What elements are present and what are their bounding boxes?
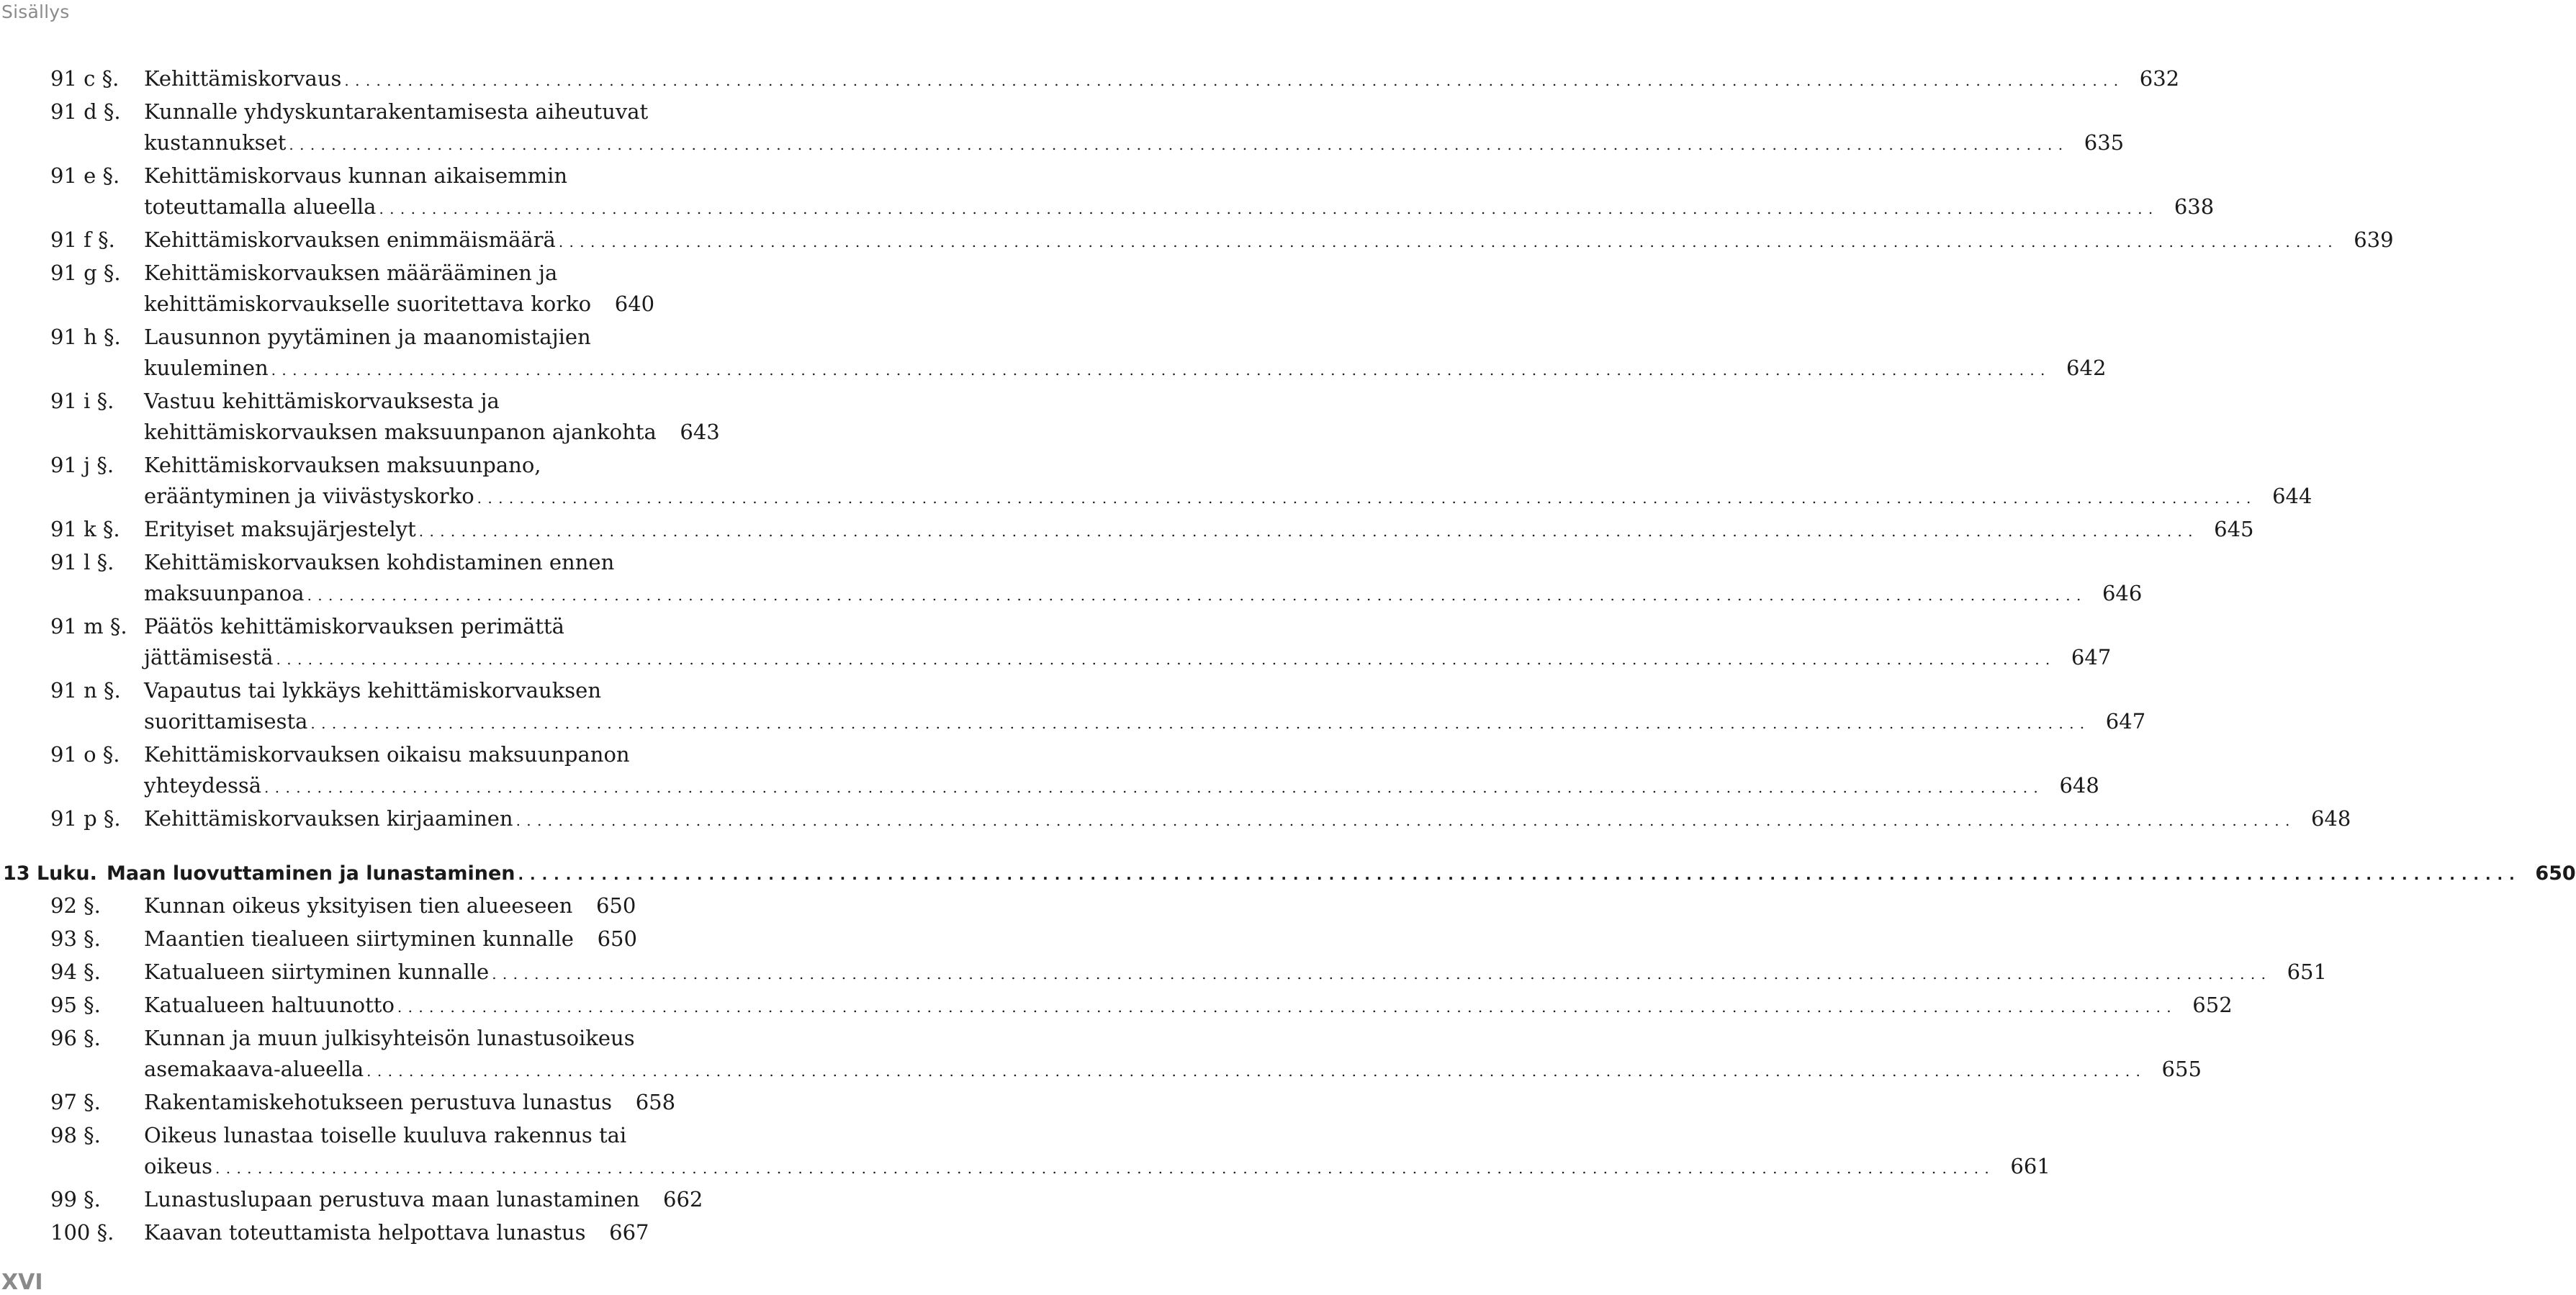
toc-section-number: 91 l §. xyxy=(50,550,114,574)
toc-title-text: Kaavan toteuttamista helpottava lunastus xyxy=(144,1220,586,1245)
toc-title-last-line xyxy=(107,858,2576,890)
toc-title-block xyxy=(144,514,2254,547)
toc-title-block xyxy=(144,611,2112,675)
toc-title-line: Kehittämiskorvauksen maksuunpano, xyxy=(144,453,541,477)
toc-page-number: 640 xyxy=(614,292,655,316)
toc-title-block xyxy=(107,858,2576,890)
toc-section-number: 100 §. xyxy=(50,1220,114,1245)
toc-title-text: maksuunpanoa xyxy=(144,581,305,605)
toc-title-text: kuuleminen xyxy=(144,356,269,380)
toc-title-line: Kehittämiskorvauksen määrääminen ja xyxy=(144,261,558,285)
toc-title-last-line xyxy=(144,481,2312,514)
toc-section-number: 91 e §. xyxy=(50,163,120,188)
toc-title-text: toteuttamalla alueella xyxy=(144,194,377,219)
toc-title-last-line xyxy=(144,1217,649,1250)
toc-title-block xyxy=(144,63,2180,96)
toc-title-last-line xyxy=(144,225,2394,258)
toc-title-text: erääntyminen ja viivästyskorko xyxy=(144,484,474,508)
toc-title-text: Kehittämiskorvauksen enimmäismäärä xyxy=(144,227,556,252)
toc-entry[interactable] xyxy=(0,547,2143,611)
toc-page-number: 638 xyxy=(2174,194,2215,219)
toc-page-number: 650 xyxy=(2535,862,2576,885)
toc-page-number: 644 xyxy=(2272,484,2312,508)
toc-entry[interactable] xyxy=(0,386,720,450)
toc-title-last-line xyxy=(144,514,2254,547)
toc-entry[interactable] xyxy=(0,990,2233,1023)
toc-title-block xyxy=(144,890,634,924)
dot-leader xyxy=(419,516,2194,547)
toc-title-last-line xyxy=(144,1087,676,1120)
toc-title-block xyxy=(144,450,2312,514)
toc-title-text: kustannukset xyxy=(144,130,287,155)
toc-entry[interactable] xyxy=(0,161,2215,225)
toc-title-line: Kunnan ja muun julkisyhteisön lunastusoikeus xyxy=(144,1026,635,1050)
toc-page-number: 642 xyxy=(2066,356,2107,380)
toc-entry[interactable] xyxy=(0,1023,2202,1087)
toc-title-text: Kunnan oikeus yksityisen tien alueeseen xyxy=(144,893,573,918)
toc-title-block xyxy=(144,1217,649,1250)
toc-section-number: 91 h §. xyxy=(50,325,121,349)
toc-title-last-line xyxy=(144,1184,703,1217)
toc-entry[interactable] xyxy=(0,1217,691,1250)
toc-title-text: kehittämiskorvaukselle suoritettava korko xyxy=(144,292,592,316)
toc-section-number: 91 n §. xyxy=(50,678,121,703)
toc-title-block xyxy=(144,161,2215,225)
toc-title-block xyxy=(144,225,2394,258)
toc-title-last-line xyxy=(144,990,2233,1023)
toc-section-number: 91 k §. xyxy=(50,517,120,541)
toc-page-number: 658 xyxy=(635,1090,676,1114)
toc-page-number: 667 xyxy=(609,1220,649,1245)
toc-title-text: kehittämiskorvauksen maksuunpanon ajankohta xyxy=(144,420,657,444)
toc-page-number: 647 xyxy=(2071,645,2112,669)
toc-title-last-line xyxy=(144,353,2107,386)
toc-title-block xyxy=(144,547,2143,611)
toc-entry[interactable] xyxy=(0,611,2112,675)
dot-leader xyxy=(477,483,2252,514)
toc-entry[interactable] xyxy=(0,450,2312,514)
toc-title-block xyxy=(144,990,2233,1023)
toc-entry[interactable] xyxy=(0,1087,691,1120)
toc-title-text: Maantien tiealueen siirtyminen kunnalle xyxy=(144,926,574,951)
dot-leader xyxy=(310,708,2085,739)
toc-title-line: Oikeus lunastaa toiselle kuuluva rakennus tai xyxy=(144,1123,627,1147)
toc-title-block xyxy=(144,957,2327,990)
toc-title-text: Rakentamiskehotukseen perustuva lunastus xyxy=(144,1090,613,1114)
toc-title-last-line xyxy=(144,642,2112,675)
toc-entry[interactable] xyxy=(0,675,2146,739)
dot-leader xyxy=(516,806,2291,836)
toc-section-number: 99 §. xyxy=(50,1187,101,1211)
toc-section-number: 91 f §. xyxy=(50,227,115,252)
toc-section-number: 91 o §. xyxy=(50,742,120,767)
toc-page-number: 661 xyxy=(2010,1154,2050,1178)
toc-page-number: 647 xyxy=(2105,709,2146,734)
toc-page-number: 655 xyxy=(2161,1057,2202,1081)
toc-section-number: 91 c §. xyxy=(50,66,120,91)
dot-leader xyxy=(307,580,2082,611)
toc-title-text: jättämisestä xyxy=(144,645,274,669)
toc-title-last-line xyxy=(144,924,637,957)
toc-entry[interactable] xyxy=(0,322,2107,386)
toc-entry[interactable] xyxy=(0,514,2254,547)
toc-page-number: 639 xyxy=(2354,227,2394,252)
toc-title-last-line xyxy=(144,63,2180,96)
toc-entry[interactable] xyxy=(0,63,2180,96)
dot-leader xyxy=(344,66,2119,96)
toc-title-text: asemakaava-alueella xyxy=(144,1057,364,1081)
toc-title-line: Kehittämiskorvauksen oikaisu maksuunpanon xyxy=(144,742,630,767)
dot-leader xyxy=(271,355,2046,386)
toc-title-text: Kehittämiskorvaus xyxy=(144,66,342,91)
dot-leader xyxy=(215,1153,1990,1184)
toc-title-line: Päätös kehittämiskorvauksen perimättä xyxy=(144,614,564,639)
toc-title-text: Katualueen siirtyminen kunnalle xyxy=(144,960,490,984)
toc-page-number: 650 xyxy=(595,893,636,918)
toc-title-last-line xyxy=(144,127,2125,161)
toc-section-number: 92 §. xyxy=(50,893,101,918)
toc-entry[interactable] xyxy=(0,924,691,957)
toc-title-text: Erityiset maksujärjestelyt xyxy=(144,517,416,541)
toc-title-last-line xyxy=(144,417,720,450)
toc-title-last-line xyxy=(144,957,2327,990)
toc-title-line: Kehittämiskorvaus kunnan aikaisemmin xyxy=(144,163,568,188)
toc-section-number: 93 §. xyxy=(50,926,101,951)
toc-page-number: 651 xyxy=(2287,960,2327,984)
toc-page-number: 652 xyxy=(2192,993,2233,1017)
toc-entry[interactable] xyxy=(0,225,2394,258)
dot-leader xyxy=(276,644,2051,675)
dot-leader xyxy=(366,1056,2141,1087)
toc-entry[interactable] xyxy=(0,96,2125,161)
toc-title-line: Vapautus tai lykkäys kehittämiskorvauksen xyxy=(144,678,602,703)
toc-section-number: 91 j §. xyxy=(50,453,114,477)
toc-title-block xyxy=(144,1023,2202,1087)
table-of-contents xyxy=(0,63,2576,1250)
toc-title-text: Maan luovuttaminen ja lunastaminen xyxy=(107,862,515,885)
toc-section-number: 97 §. xyxy=(50,1090,101,1114)
toc-page-number: 632 xyxy=(2139,66,2180,91)
toc-title-text: Lunastuslupaan perustuva maan lunastaminen xyxy=(144,1187,640,1211)
toc-title-last-line xyxy=(144,770,2099,803)
toc-section-number: 91 m §. xyxy=(50,614,127,639)
toc-title-text: oikeus xyxy=(144,1154,213,1178)
toc-entry[interactable] xyxy=(0,803,2351,836)
toc-entry[interactable] xyxy=(0,258,691,322)
toc-entry[interactable] xyxy=(0,1184,703,1217)
toc-title-last-line xyxy=(144,1054,2202,1087)
toc-title-block xyxy=(144,675,2146,739)
toc-section-number: 91 d §. xyxy=(50,99,121,124)
toc-page-number: 646 xyxy=(2102,581,2143,605)
dot-leader xyxy=(289,130,2063,161)
toc-chapter-entry[interactable] xyxy=(0,858,2576,890)
toc-title-block xyxy=(144,1184,703,1217)
toc-page-number: 635 xyxy=(2084,130,2125,155)
toc-section-number: 91 i §. xyxy=(50,389,114,413)
toc-title-block xyxy=(144,1120,2050,1184)
toc-page-number: 648 xyxy=(2310,806,2351,831)
toc-title-block xyxy=(144,386,720,450)
toc-page-number: 645 xyxy=(2214,517,2254,541)
toc-section-number: 91 p §. xyxy=(50,806,121,831)
toc-section-number: 98 §. xyxy=(50,1123,101,1147)
toc-title-text: suorittamisesta xyxy=(144,709,308,734)
toc-title-line: Kehittämiskorvauksen kohdistaminen ennen xyxy=(144,550,615,574)
toc-title-text: Katualueen haltuunotto xyxy=(144,993,395,1017)
toc-entry[interactable] xyxy=(0,890,691,924)
toc-page-number: 650 xyxy=(597,926,637,951)
toc-title-line: Vastuu kehittämiskorvauksesta ja xyxy=(144,389,500,413)
toc-entry[interactable] xyxy=(0,957,2327,990)
dot-leader xyxy=(559,227,2333,258)
toc-page-number: 643 xyxy=(680,420,720,444)
toc-title-last-line xyxy=(144,191,2215,225)
toc-title-last-line xyxy=(144,706,2146,739)
toc-entry[interactable] xyxy=(0,739,2099,803)
toc-section-number: 91 g §. xyxy=(50,261,121,285)
toc-page-number: 662 xyxy=(663,1187,703,1211)
toc-title-text: yhteydessä xyxy=(144,773,262,798)
running-head: Sisällys xyxy=(1,1,70,22)
toc-title-text: Kehittämiskorvauksen kirjaaminen xyxy=(144,806,513,831)
toc-title-last-line xyxy=(144,289,655,322)
toc-section-number: 13 Luku. xyxy=(3,862,97,885)
toc-section-number: 96 §. xyxy=(50,1026,101,1050)
toc-title-block xyxy=(144,739,2099,803)
toc-section-number: 95 §. xyxy=(50,993,101,1017)
page-folio: XVI xyxy=(1,1270,43,1295)
toc-title-last-line xyxy=(144,890,634,924)
dot-leader xyxy=(379,194,2153,225)
toc-title-last-line xyxy=(144,803,2351,836)
toc-title-last-line xyxy=(144,578,2143,611)
toc-entry[interactable] xyxy=(0,1120,2050,1184)
toc-title-block xyxy=(144,1087,676,1120)
toc-title-last-line xyxy=(144,1151,2050,1184)
toc-page-number: 648 xyxy=(2059,773,2099,798)
dot-leader xyxy=(264,772,2039,803)
toc-title-line: Kunnalle yhdyskuntarakentamisesta aiheutuvat xyxy=(144,99,649,124)
toc-title-block xyxy=(144,924,637,957)
dot-leader xyxy=(492,959,2266,990)
toc-title-block xyxy=(144,803,2351,836)
toc-title-block xyxy=(144,96,2125,161)
dot-leader xyxy=(397,992,2172,1023)
toc-section-number: 94 §. xyxy=(50,960,101,984)
dot-leader xyxy=(518,859,2516,890)
toc-title-block xyxy=(144,322,2107,386)
toc-title-line: Lausunnon pyytäminen ja maanomistajien xyxy=(144,325,591,349)
toc-title-block xyxy=(144,258,655,322)
